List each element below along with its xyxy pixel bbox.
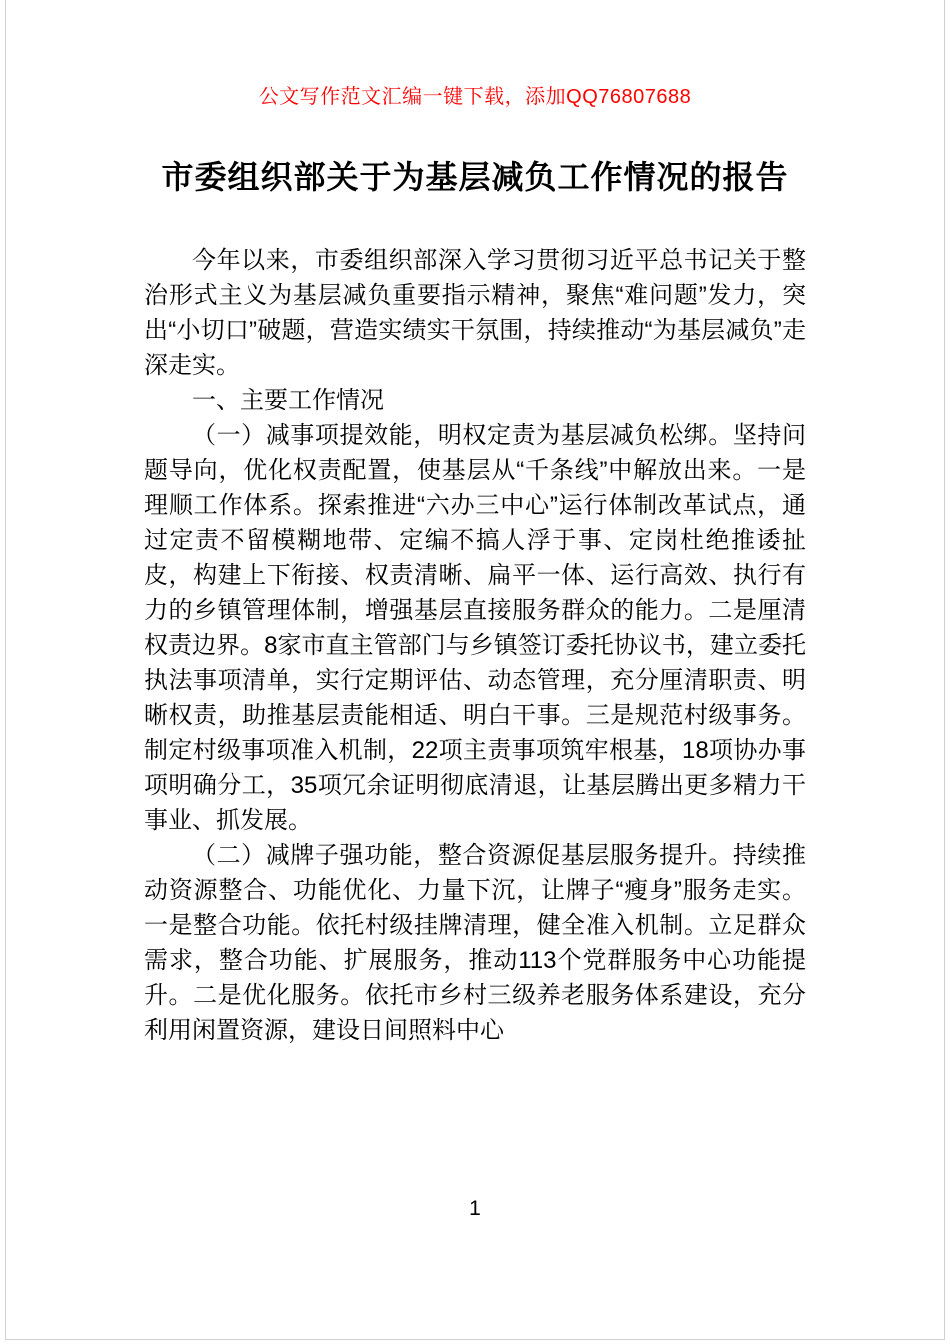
paragraph [144, 383, 806, 418]
promo-banner: 公文写作范文汇编一键下载，添加QQ76807688 [258, 86, 692, 108]
paragraph-segment: 今年以来，市委组织部深入学习贯彻习近平总书记关于整治形式主义为基层减负重要指示精神，聚焦“难问题”发力，突出“小切口”破题，营造实绩实干氛围，持续推动“为基层减负”走深走实。 [144, 247, 806, 379]
paragraph-segment: 一、主要工作情况 [192, 387, 384, 414]
paragraph [144, 838, 806, 1048]
document-body [144, 243, 806, 1048]
page-number: 1 [469, 1197, 481, 1220]
paragraph-segment: （一）减事项提效能，明权定责为基层减负松绑。坚持问题导向，优化权责配置，使基层从“千条线”中解放出来。一是理顺工作体系。探索推进“六办三中心”运行体制改革试点，通过定责不留模糊地带、定编不搞人浮于事、定岗杜绝推诿扯皮，构建上下衔接、权责清晰、扁平一体、运行高效、执行有力的乡镇管理体制，增强基层直接服务群众的能力。二是厘清权责边界。8家市直主管部门与乡镇签订委托协议书，建立委托执法事项清单，实行定期评估、动态管理，充分厘清职责、明晰权责，助推基层责能相适、明白干事。三是规范村级事务。制定村级事项准入机制，22项主责事项筑牢根基，18项协办事项明确分工，35项冗余证明彻底清退，让基层腾出更多精力干事业、抓发展。 [144, 422, 806, 834]
paragraph [144, 418, 806, 838]
document-title: 市委组织部关于为基层减负工作情况的报告 [161, 159, 789, 195]
paragraph [144, 243, 806, 383]
document-page [5, 0, 945, 1340]
paragraph-segment: （二）减牌子强功能，整合资源促基层服务提升。持续推动资源整合、功能优化、力量下沉，让牌子“瘦身”服务走实。一是整合功能。依托村级挂牌清理，健全准入机制。立足群众需求，整合功能、扩展服务，推动113个党群服务中心功能提升。二是优化服务。依托市乡村三级养老服务体系建设，充分利用闲置资源，建设日间照料中心 [144, 842, 806, 1044]
